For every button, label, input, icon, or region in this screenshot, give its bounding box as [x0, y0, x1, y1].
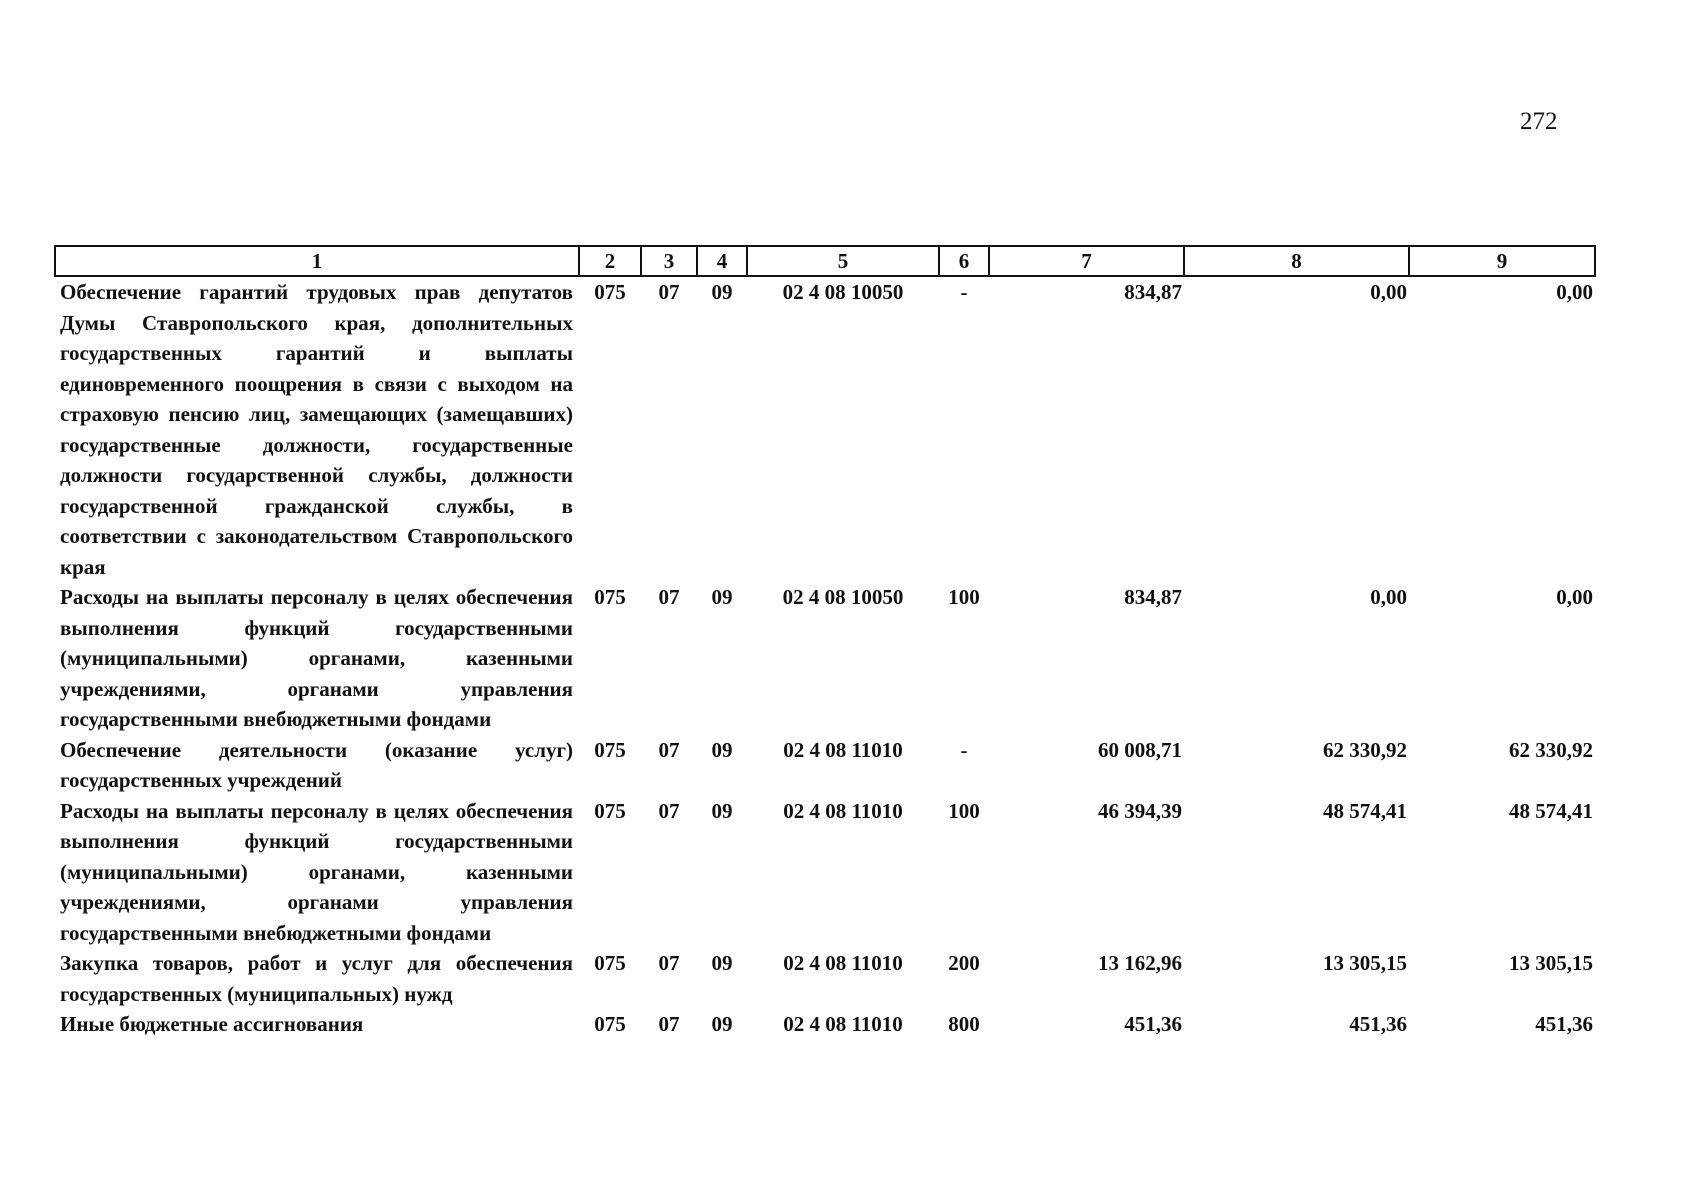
- column-header-7: 7: [989, 246, 1184, 276]
- row-description: Закупка товаров, работ и услуг для обеспечения государственных (муниципальных) нужд: [60, 951, 573, 1006]
- amount-col-8: 0,00: [1370, 280, 1407, 304]
- amount-col-8: 13 305,15: [1323, 951, 1407, 975]
- column-header-6: 6: [939, 246, 989, 276]
- table-row: [55, 948, 1595, 1009]
- column-header-5: 5: [747, 246, 939, 276]
- column-header-1: 1: [55, 246, 579, 276]
- subsection-code: 09: [711, 798, 733, 823]
- ministry-code: 075: [594, 798, 626, 823]
- amount-col-7: 834,87: [1124, 280, 1182, 304]
- page-number: 272: [1520, 108, 1558, 135]
- budget-table: [54, 245, 1596, 1040]
- subsection-code: 09: [711, 737, 733, 762]
- section-code: 07: [658, 585, 680, 609]
- expense-type-code: 100: [948, 585, 980, 609]
- expense-type-code: -: [960, 280, 968, 304]
- header-row: [55, 246, 1595, 276]
- row-description: Расходы на выплаты персоналу в целях обеспечения выполнения функций государственными (муниципальными) органами, казенными учреждениями, органами управления государственными внебюджетными фондами: [60, 585, 573, 731]
- section-code: 07: [658, 951, 680, 975]
- table-row: [55, 735, 1595, 796]
- amount-col-9: 0,00: [1556, 585, 1593, 609]
- table-row: [55, 582, 1595, 735]
- subsection-code: 09: [711, 585, 733, 609]
- ministry-code: 075: [594, 737, 626, 762]
- row-description: Иные бюджетные ассигнования: [60, 1012, 364, 1036]
- amount-col-8: 62 330,92: [1323, 737, 1407, 762]
- amount-col-8: 451,36: [1349, 1012, 1407, 1036]
- column-header-2: 2: [579, 246, 641, 276]
- row-description: Расходы на выплаты персоналу в целях обеспечения выполнения функций государственными (муниципальными) органами, казенными учреждениями, органами управления государственными внебюджетными фондами: [60, 798, 573, 945]
- column-header-9: 9: [1409, 246, 1595, 276]
- target-article-code: 02 4 08 10050: [782, 280, 904, 304]
- subsection-code: 09: [711, 951, 733, 975]
- column-header-4: 4: [697, 246, 747, 276]
- section-code: 07: [658, 280, 680, 304]
- amount-col-8: 0,00: [1370, 585, 1407, 609]
- expense-type-code: 200: [948, 951, 980, 975]
- amount-col-9: 62 330,92: [1509, 737, 1593, 762]
- expense-type-code: 800: [948, 1012, 980, 1036]
- ministry-code: 075: [594, 585, 626, 609]
- amount-col-7: 834,87: [1124, 585, 1182, 609]
- subsection-code: 09: [711, 280, 733, 304]
- amount-col-9: 48 574,41: [1509, 798, 1593, 823]
- amount-col-7: 13 162,96: [1098, 951, 1182, 975]
- ministry-code: 075: [594, 951, 626, 975]
- table-row: [55, 1009, 1595, 1040]
- target-article-code: 02 4 08 11010: [783, 1012, 903, 1036]
- subsection-code: 09: [711, 1012, 733, 1036]
- section-code: 07: [658, 1012, 680, 1036]
- target-article-code: 02 4 08 10050: [782, 585, 904, 609]
- target-article-code: 02 4 08 11010: [783, 737, 903, 762]
- amount-col-9: 13 305,15: [1509, 951, 1593, 975]
- target-article-code: 02 4 08 11010: [783, 798, 903, 823]
- column-header-3: 3: [641, 246, 697, 276]
- target-article-code: 02 4 08 11010: [783, 951, 903, 975]
- amount-col-7: 60 008,71: [1098, 737, 1182, 762]
- row-description: Обеспечение гарантий трудовых прав депутатов Думы Ставропольского края, дополнительных государственных гарантий и выплаты единовременного поощрения в связи с выходом на страховую пенсию лиц, замещающих (замещавших) государственные должности, государственные должности государственной службы, должности государственной гражданской службы, в соответствии с законодательством Ставропольского края: [60, 280, 573, 579]
- amount-col-7: 451,36: [1124, 1012, 1182, 1036]
- section-code: 07: [658, 737, 680, 762]
- amount-col-9: 0,00: [1556, 280, 1593, 304]
- section-code: 07: [658, 798, 680, 823]
- amount-col-8: 48 574,41: [1323, 798, 1407, 823]
- amount-col-9: 451,36: [1535, 1012, 1593, 1036]
- row-description: Обеспечение деятельности (оказание услуг) государственных учреждений: [60, 737, 573, 792]
- table-row: [55, 276, 1595, 582]
- table-row: [55, 796, 1595, 949]
- column-header-8: 8: [1184, 246, 1409, 276]
- ministry-code: 075: [594, 1012, 626, 1036]
- amount-col-7: 46 394,39: [1098, 798, 1182, 823]
- expense-type-code: -: [960, 737, 968, 762]
- ministry-code: 075: [594, 280, 626, 304]
- expense-type-code: 100: [948, 798, 980, 823]
